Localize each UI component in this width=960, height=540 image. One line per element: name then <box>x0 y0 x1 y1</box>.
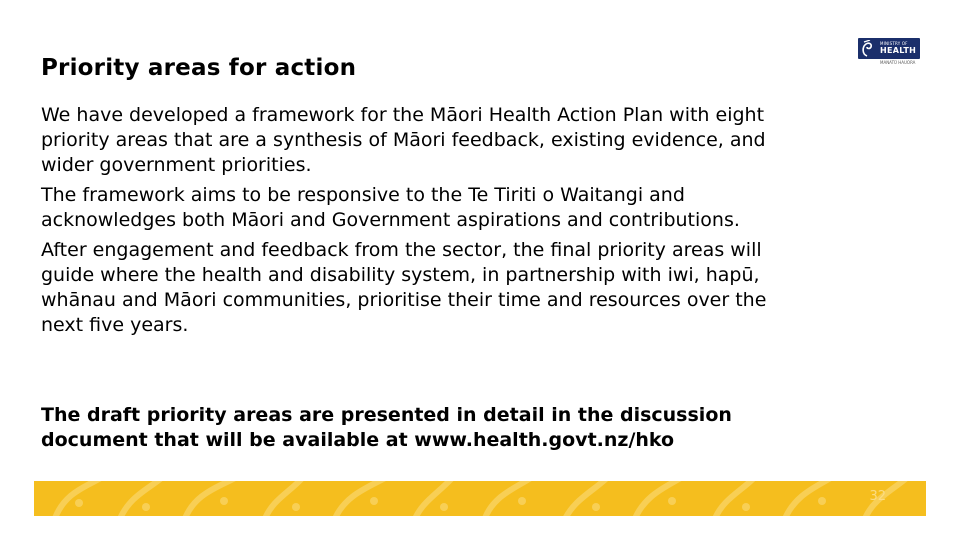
discussion-document-callout <box>41 403 871 453</box>
logo-badge <box>858 38 920 59</box>
text-line: priority areas that are a synthesis of Māori feedback, existing evidence, and <box>41 129 766 151</box>
text-line: acknowledges both Māori and Government aspirations and contributions. <box>41 209 740 231</box>
text-line: guide where the health and disability system, in partnership with iwi, hapū, <box>41 264 760 286</box>
callout-line: document that will be available at www.health.govt.nz/hko <box>41 429 675 451</box>
paragraph-engagement <box>41 238 871 338</box>
text-line: wider government priorities. <box>41 154 312 176</box>
logo-sub-text: MANATŪ HAUORA <box>880 60 916 65</box>
footer-banner <box>34 481 926 516</box>
paragraph-tiriti <box>41 183 871 233</box>
ministry-of-health-logo <box>858 38 920 68</box>
koru-icon <box>861 40 873 57</box>
kowhaiwhai-pattern <box>34 481 926 516</box>
logo-top-text: MINISTRY OF <box>880 41 908 46</box>
paragraph-framework <box>41 103 871 178</box>
text-line: After engagement and feedback from the sector, the final priority areas will <box>41 239 762 261</box>
text-line: next five years. <box>41 314 189 336</box>
callout-line: The draft priority areas are presented in detail in the discussion <box>41 404 732 426</box>
logo-main-text: HEALTH <box>880 46 917 55</box>
slide-body <box>41 103 871 343</box>
text-line: We have developed a framework for the Māori Health Action Plan with eight <box>41 104 765 126</box>
page-number: 32 <box>869 489 886 504</box>
text-line: whānau and Māori communities, prioritise their time and resources over the <box>41 289 767 311</box>
text-line: The framework aims to be responsive to the Te Tiriti o Waitangi and <box>41 184 685 206</box>
slide-title: Priority areas for action <box>41 55 357 81</box>
